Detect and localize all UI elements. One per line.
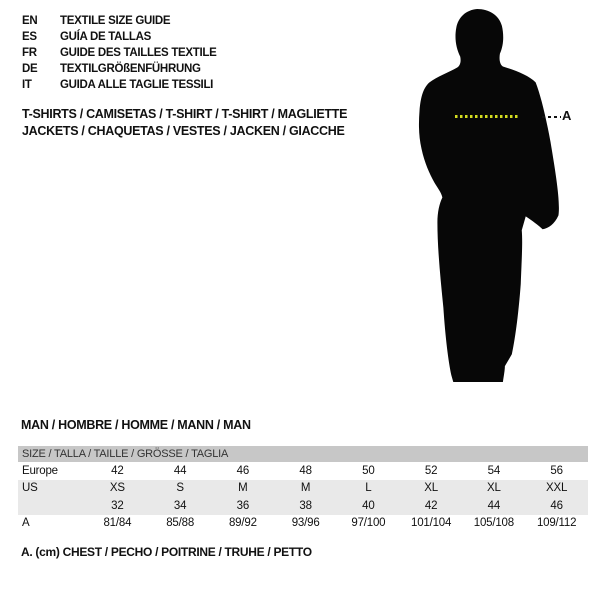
language-list [22,13,217,93]
row-label: A [22,517,30,530]
size-cell: 42 [424,499,438,512]
size-cell: XL [487,482,501,495]
size-cell: 54 [487,464,501,477]
size-cell: 50 [362,464,375,477]
table-row [18,497,588,515]
language-code: FR [22,47,37,59]
row-label: Europe [22,464,58,477]
chest-measure-line [455,115,518,118]
language-label: GUIDE DES TAILLES TEXTILE [60,47,217,59]
size-cell: L [365,482,372,495]
size-cell: 105/108 [473,517,514,530]
product-category-lines [22,106,347,139]
size-table [18,446,588,532]
size-cell: 42 [111,464,124,477]
language-label: GUÍA DE TALLAS [60,31,151,43]
size-cell: 34 [173,499,187,512]
language-label: TEXTILE SIZE GUIDE [60,15,171,27]
section-title-man: MAN / HOMBRE / HOMME / MANN / MAN [21,418,251,432]
size-cell: 36 [236,499,250,512]
size-cell: 97/100 [351,517,386,530]
size-cell: 93/96 [291,517,320,530]
language-row [22,77,217,93]
language-label: GUIDA ALLE TAGLIE TESSILI [60,79,214,91]
size-cell: 89/92 [228,517,257,530]
size-cell: S [176,482,184,495]
size-cell: 109/112 [536,517,577,530]
size-cell: 44 [487,499,501,512]
size-cell: 48 [299,464,312,477]
table-row [18,480,588,498]
language-row [22,61,217,77]
size-cell: 44 [173,464,187,477]
size-table-body [18,462,588,532]
language-row [22,13,217,29]
measure-leader-line [542,116,561,118]
size-cell: 56 [550,464,563,477]
size-cell: XS [109,482,125,495]
language-code: DE [22,63,38,75]
size-cell: 32 [111,499,124,512]
size-cell: XXL [546,482,568,495]
size-cell: M [238,482,248,495]
size-cell: 101/104 [411,517,452,530]
language-code: EN [22,15,38,27]
size-cell: 81/84 [103,517,132,530]
language-row [22,45,217,61]
product-line: JACKETS / CHAQUETAS / VESTES / JACKEN / GIACCHE [22,123,345,138]
product-line: T-SHIRTS / CAMISETAS / T-SHIRT / T-SHIRT / MAGLIETTE [22,107,348,121]
table-row [18,462,588,480]
size-cell: 38 [299,499,312,512]
size-table-header: SIZE / TALLA / TAILLE / GRÖSSE / TAGLIA [18,446,588,462]
size-cell: 52 [424,464,438,477]
language-code: IT [22,79,32,91]
size-cell: M [300,482,311,495]
language-row [22,29,217,45]
table-row [18,515,588,533]
measure-label-a: A [562,108,572,123]
footnote-chest: A. (cm) CHEST / PECHO / POITRINE / TRUHE / PETTO [21,545,312,559]
language-code: ES [22,31,37,43]
size-cell: 46 [236,464,250,477]
man-silhouette-icon [415,8,565,390]
size-cell: 85/88 [166,517,195,530]
size-cell: XL [424,482,438,495]
row-label: US [22,482,38,495]
size-cell: 40 [362,499,375,512]
size-cell: 46 [550,499,563,512]
language-label: TEXTILGRÖßENFÜHRUNG [60,63,201,75]
man-silhouette-figure [415,8,565,390]
